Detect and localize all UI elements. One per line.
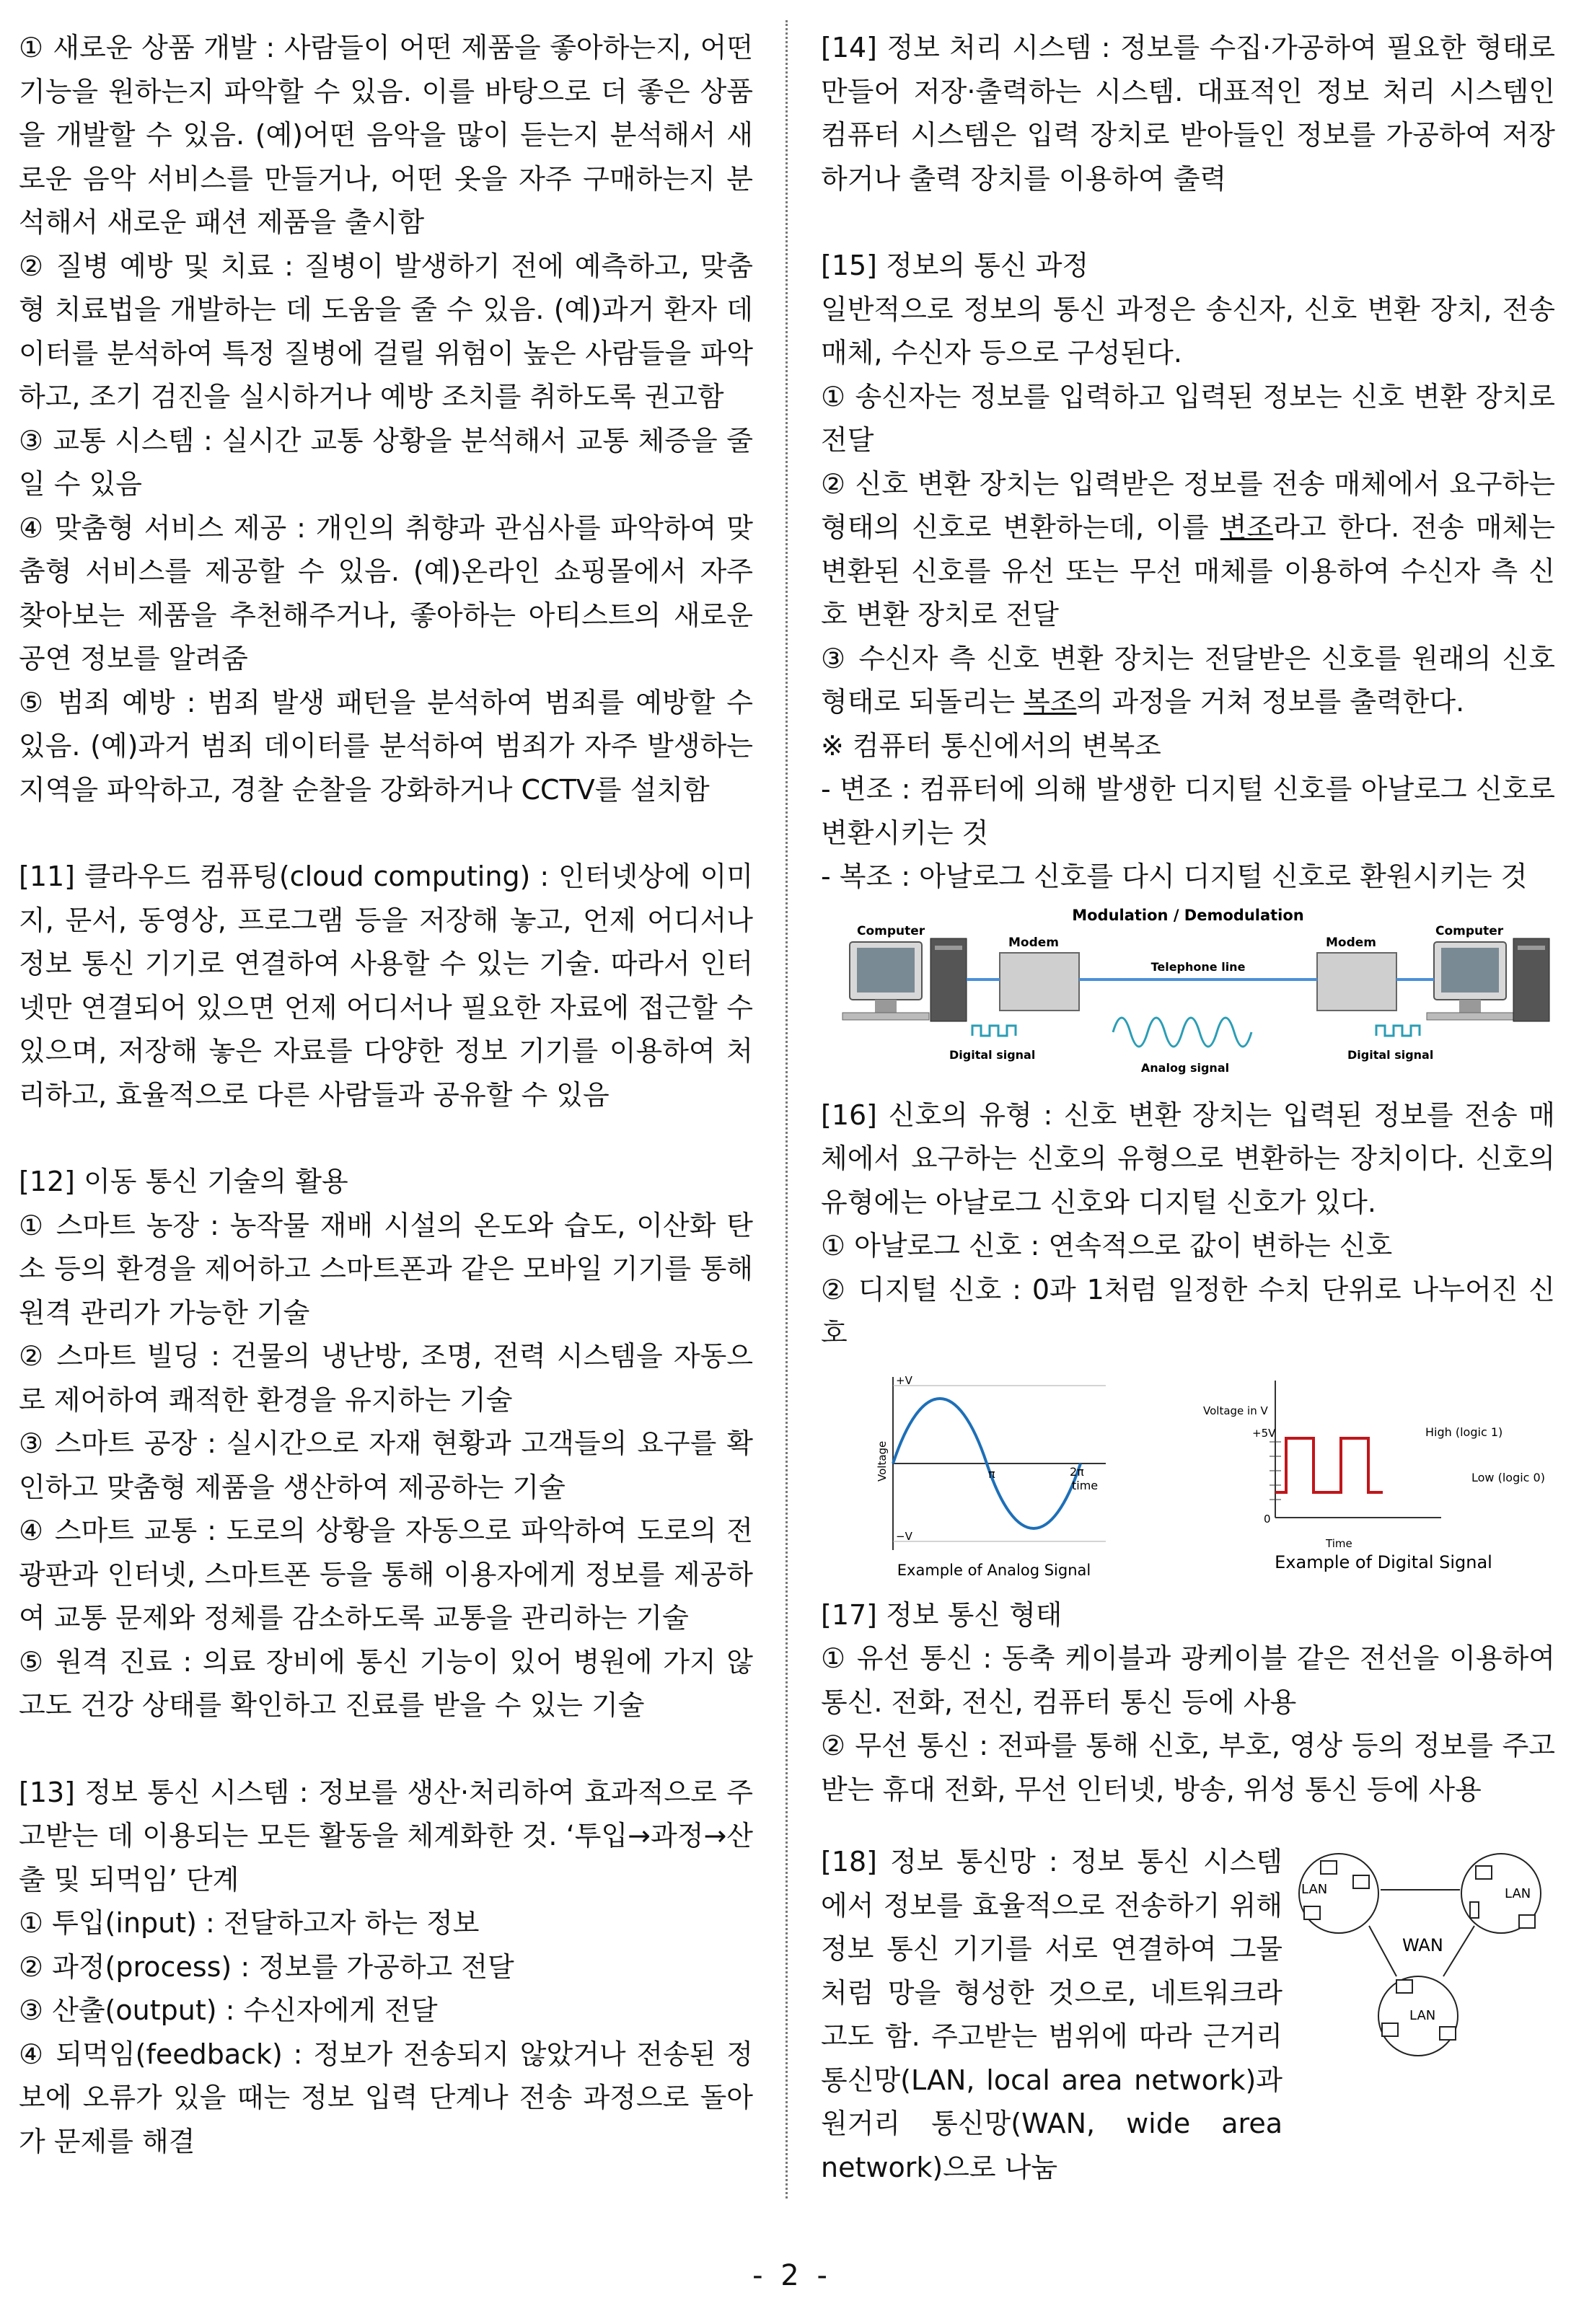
svg-text:2π: 2π	[1070, 1464, 1084, 1479]
svg-text:Digital signal: Digital signal	[949, 1047, 1036, 1062]
svg-text:Low (logic 0): Low (logic 0)	[1471, 1470, 1545, 1484]
svg-text:Computer: Computer	[857, 923, 925, 938]
section-16-analog: ① 아날로그 신호 : 연속적으로 값이 변하는 신호	[821, 1230, 1393, 1262]
section-17-title: [17] 정보 통신 형태	[821, 1598, 1062, 1631]
wan-label: WAN	[1402, 1935, 1443, 1955]
use-item: ⑤ 범죄 예방 : 범죄 발생 패턴을 분석하여 범죄를 예방할 수 있음. (예)과거 범죄 데이터를 분석하여 범죄가 자주 발생하는 지역을 파악하고, 경찰 순찰을 강화하거나 CCTV를 설치함	[19, 686, 753, 806]
digital-signal-left	[972, 1026, 1016, 1036]
modem-diagram-svg	[821, 899, 1555, 1086]
computer-right-icon	[1427, 938, 1549, 1021]
section-15-step-2: ② 신호 변환 장치는 입력받은 정보를 전송 매체에서 요구하는 형태의 신호로 변환하는데, 이를 변조라고 한다. 전송 매체는 변환된 신호를 유선 또는 무선 매체를 이용하여 수신자 측 신호 변환 장치로 전달	[821, 467, 1555, 630]
digital-caption: Example of Digital Signal	[1275, 1551, 1492, 1572]
use-item: ② 질병 예방 및 치료 : 질병이 발생하기 전에 예측하고, 맞춤형 치료법을 개발하는 데 도움을 줄 수 있음. (예)과거 환자 데이터를 분석하여 특정 질병에 걸릴 위험이 높은 사람들을 파악하고, 조기 검진을 실시하거나 예방 조치를 취하도록 권고함	[19, 250, 753, 413]
section-12-item: ③ 스마트 공장 : 실시간으로 자재 현황과 고객들의 요구를 확인하고 맞춤형 제품을 생산하여 제공하는 기술	[19, 1427, 753, 1503]
section-15-step-3: ③ 수신자 측 신호 변환 장치는 전달받은 신호를 원래의 신호 형태로 되돌리는 복조의 과정을 거쳐 정보를 출력한다.	[821, 642, 1555, 718]
analog-signal-plot	[876, 1374, 1106, 1579]
left-column	[19, 26, 753, 2163]
use-item: ④ 맞춤형 서비스 제공 : 개인의 취향과 관심사를 파악하여 맞춤형 서비스를 제공할 수 있음. (예)온라인 쇼핑몰에서 자주 찾아보는 제품을 추천해주거나, 좋아하는 아티스트의 새로운 공연 정보를 알려줌	[19, 511, 753, 674]
svg-text:Digital signal: Digital signal	[1347, 1047, 1434, 1062]
computer-left-icon	[842, 938, 967, 1021]
svg-text:+V: +V	[896, 1373, 912, 1387]
section-15-intro: 일반적으로 정보의 통신 과정은 송신자, 신호 변환 장치, 전송 매체, 수신자 등으로 구성된다.	[821, 293, 1555, 369]
section-16-intro: [16] 신호의 유형 : 신호 변환 장치는 입력된 정보를 전송 매체에서 요구하는 신호의 유형으로 변환하는 장치이다. 신호의 유형에는 아날로그 신호와 디지털 신호가 있다.	[821, 1099, 1555, 1218]
section-12-title: [12] 이동 통신 기술의 활용	[19, 1166, 348, 1197]
term-demodulation: 복조	[1024, 686, 1077, 718]
svg-text:time: time	[1072, 1478, 1099, 1492]
network-diagram	[1288, 1843, 1555, 2072]
analog-signal-wave	[1113, 1018, 1251, 1047]
section-15-title: [15] 정보의 통신 과정	[821, 250, 1089, 281]
svg-text:Time: Time	[1326, 1536, 1352, 1550]
section-15-step-1: ① 송신자는 정보를 입력하고 입력된 정보는 신호 변환 장치로 전달	[821, 380, 1555, 456]
modem-left-icon	[1000, 953, 1079, 1011]
column-divider	[786, 20, 788, 2198]
page-number: - 2 -	[752, 2259, 832, 2292]
svg-text:0: 0	[1264, 1512, 1271, 1526]
right-column	[821, 26, 1555, 2189]
section-15-modulation: - 변조 : 컴퓨터에 의해 발생한 디지털 신호를 아날로그 신호로 변환시키는 것	[821, 773, 1555, 849]
signal-figures	[821, 1355, 1555, 1593]
digital-signal-right	[1376, 1026, 1420, 1036]
svg-text:Voltage in V: Voltage in V	[1203, 1404, 1268, 1417]
svg-text:−V: −V	[896, 1529, 912, 1543]
section-12-item: ⑤ 원격 진료 : 의료 장비에 통신 기능이 있어 병원에 가지 않고도 건강 상태를 확인하고 진료를 받을 수 있는 기술	[19, 1645, 753, 1721]
section-18	[821, 1840, 1555, 2189]
svg-text:+5V: +5V	[1252, 1426, 1276, 1440]
section-15-note: ※ 컴퓨터 통신에서의 변복조	[821, 729, 1161, 762]
section-13-item: ① 투입(input) : 전달하고자 하는 정보	[19, 1907, 480, 1939]
section-13-item: ③ 산출(output) : 수신자에게 전달	[19, 1994, 438, 2026]
section-17-wireless: ② 무선 통신 : 전파를 통해 신호, 부호, 영상 등의 정보를 주고받는 휴대 전화, 무선 인터넷, 방송, 위성 통신 등에 사용	[821, 1730, 1555, 1805]
section-15-demodulation: - 복조 : 아날로그 신호를 다시 디지털 신호로 환원시키는 것	[821, 861, 1528, 892]
modem-diagram-title: Modulation / Demodulation	[1072, 906, 1304, 924]
svg-text:LAN: LAN	[1409, 2008, 1436, 2023]
modem-diagram	[821, 899, 1555, 1093]
section-13-item: ② 과정(process) : 정보를 가공하고 전달	[19, 1950, 514, 1983]
analog-caption: Example of Analog Signal	[897, 1561, 1091, 1579]
svg-text:High (logic 1): High (logic 1)	[1425, 1425, 1503, 1439]
section-12-item: ① 스마트 농장 : 농작물 재배 시설의 온도와 습도, 이산화 탄소 등의 환경을 제어하고 스마트폰과 같은 모바일 기기를 통해 원격 관리가 가능한 기술	[19, 1209, 753, 1329]
modem-right-icon	[1317, 953, 1396, 1011]
section-16-digital: ② 디지털 신호 : 0과 1처럼 일정한 수치 단위로 나누어진 신호	[821, 1273, 1555, 1349]
svg-text:Voltage: Voltage	[876, 1440, 889, 1482]
svg-text:LAN: LAN	[1301, 1882, 1328, 1897]
svg-text:Modem: Modem	[1008, 935, 1060, 950]
section-12-item: ② 스마트 빌딩 : 건물의 냉난방, 조명, 전력 시스템을 자동으로 제어하여 쾌적한 환경을 유지하는 기술	[19, 1340, 753, 1416]
signal-figures-svg	[821, 1355, 1555, 1586]
network-diagram-svg	[1288, 1843, 1555, 2059]
section-18-text: [18] 정보 통신망 : 정보 통신 시스템에서 정보를 효율적으로 전송하기 위해 정보 통신 기기를 서로 연결하여 그물처럼 망을 형성한 것으로, 네트워크라고도 함. 주고받는 범위에 따라 근거리 통신망(LAN, local area network)과 원거리 통신망(WAN, wide area network)으로 나눔	[821, 1846, 1282, 2183]
svg-text:Modem: Modem	[1326, 935, 1377, 950]
svg-text:LAN: LAN	[1505, 1886, 1531, 1901]
section-17-wired: ① 유선 통신 : 동축 케이블과 광케이블 같은 전선을 이용하여 통신. 전화, 전신, 컴퓨터 통신 등에 사용	[821, 1642, 1555, 1718]
section-12-item: ④ 스마트 교통 : 도로의 상황을 자동으로 파악하여 도로의 전광판과 인터넷, 스마트폰 등을 통해 이용자에게 정보를 제공하여 교통 문제와 정체를 감소하도록 교통을 관리하는 기술	[19, 1515, 753, 1634]
svg-text:Telephone line: Telephone line	[1150, 959, 1246, 974]
svg-text:π: π	[988, 1466, 995, 1481]
use-item: ① 새로운 상품 개발 : 사람들이 어떤 제품을 좋아하는지, 어떤 기능을 원하는지 파악할 수 있음. 이를 바탕으로 더 좋은 상품을 개발할 수 있음. (예)어떤 음악을 많이 듣는지 분석해서 새로운 음악 서비스를 만들거나, 어떤 옷을 자주 구매하는지 분석해서 새로운 패션 제품을 출시함	[19, 32, 753, 238]
digital-signal-plot	[1203, 1381, 1545, 1572]
use-item: ③ 교통 시스템 : 실시간 교통 상황을 분석해서 교통 체증을 줄일 수 있음	[19, 424, 753, 500]
section-11: [11] 클라우드 컴퓨팅(cloud computing) : 인터넷상에 이미지, 문서, 동영상, 프로그램 등을 저장해 놓고, 언제 어디서나 정보 통신 기기로 연결하여 사용할 수 있는 기술. 따라서 인터넷만 연결되어 있으면 언제 어디서나 필요한 자료에 접근할 수 있으며, 저장해 놓은 자료를 다양한 정보 기기를 이용하여 처리하고, 효율적으로 다른 사람들과 공유할 수 있음	[19, 861, 753, 1111]
term-modulation: 변조	[1220, 511, 1274, 543]
section-13-item: ④ 되먹임(feedback) : 정보가 전송되지 않았거나 전송된 정보에 오류가 있을 때는 정보 입력 단계나 전송 과정으로 돌아가 문제를 해결	[19, 2038, 753, 2157]
svg-text:Analog signal: Analog signal	[1140, 1060, 1230, 1075]
section-13-intro: [13] 정보 통신 시스템 : 정보를 생산·처리하여 효과적으로 주고받는 데 이용되는 모든 활동을 체계화한 것. ‘투입→과정→산출 및 되먹임’ 단계	[19, 1776, 753, 1896]
svg-text:Computer: Computer	[1435, 923, 1504, 938]
section-14: [14] 정보 처리 시스템 : 정보를 수집·가공하여 필요한 형태로 만들어 저장·출력하는 시스템. 대표적인 정보 처리 시스템인 컴퓨터 시스템은 입력 장치로 받아들인 정보를 가공하여 저장하거나 출력 장치를 이용하여 출력	[821, 32, 1555, 195]
